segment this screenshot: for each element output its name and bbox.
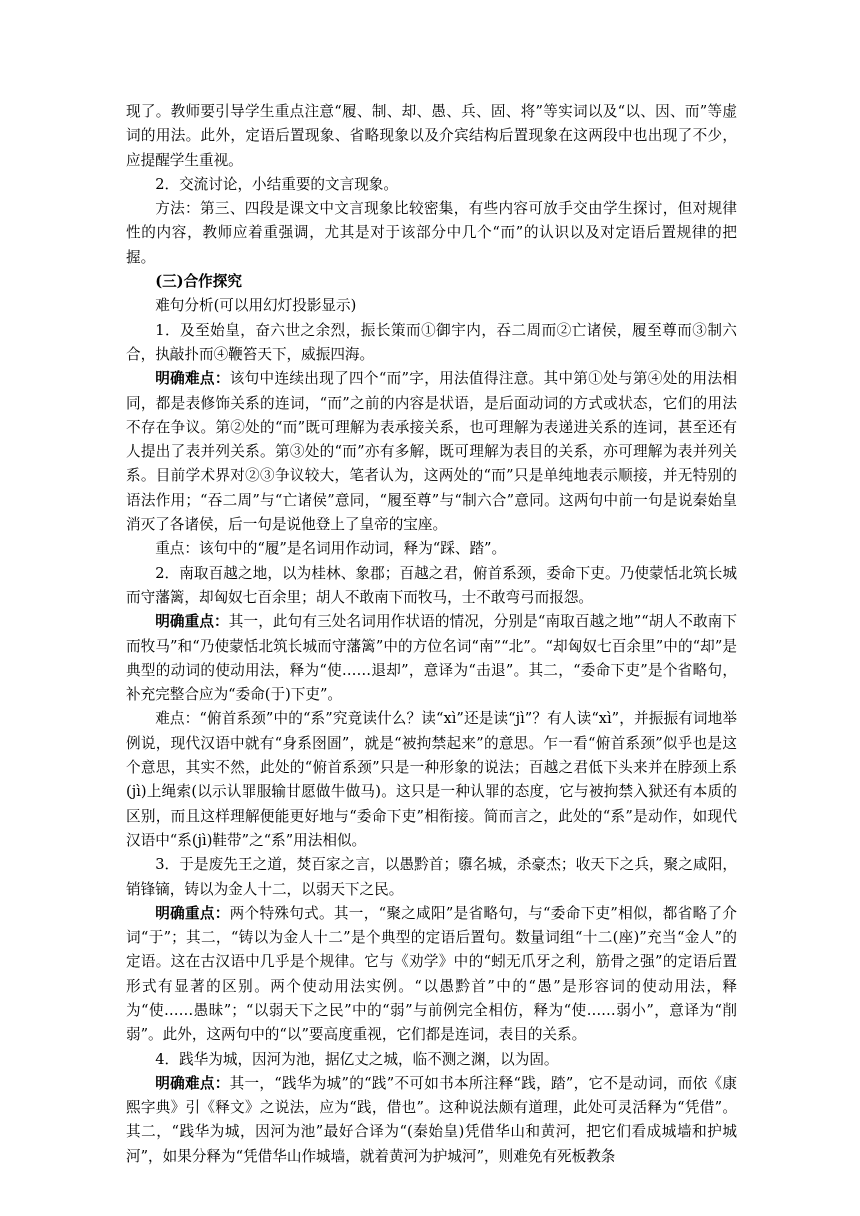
paragraph: 重点：该句中的“履”是名词用作动词，释为“踩、踏”。 bbox=[155, 540, 507, 558]
paragraph: 2．交流讨论，小结重要的文言现象。 bbox=[155, 175, 398, 193]
paragraph: 3．于是废先王之道，焚百家之言，以愚黔首；隳名城，杀豪杰；收天下之兵，聚之咸阳，销锋镝，铸以为金人十二，以弱天下之民。 bbox=[126, 856, 737, 898]
paragraph: 现了。教师要引导学生重点注意“履、制、却、愚、兵、固、将”等实词以及“以、因、而”等虚词的用法。此外，定语后置现象、省略现象以及介宾结构后置现象在这两段中也出现了不少，应提醒学生重视。 bbox=[126, 103, 737, 169]
section-heading: (三)合作探究 bbox=[155, 273, 242, 291]
paragraph: 4．践华为城，因河为池，据亿丈之城，临不测之渊，以为固。 bbox=[155, 1050, 559, 1068]
paragraph: 1．及至始皇，奋六世之余烈，振长策而①御宇内，吞二周而②亡诸侯，履至尊而③制六合，执敲扑而④鞭笞天下，威振四海。 bbox=[126, 321, 737, 363]
paragraph: 难句分析(可以用幻灯投影显示) bbox=[155, 297, 357, 315]
paragraph: 明确难点：其一，“践华为城”的“践”不可如书本所注释“践，踏”，它不是动词，而依《康熙字典》引《释文》之说法，应为“践，借也”。这种说法颇有道理，此处可灵活释为“凭借”。其二，“践华为城，因河为池”最好合译为“(秦始皇)凭借华山和黄河，把它们看成城墙和护城河”，如果分释为“凭借华山作城墙，就着黄河为护城河”，则难免有死板教条 bbox=[126, 1074, 737, 1165]
paragraph: 明确重点：其一，此句有三处名词用作状语的情况，分别是“南取百越之地”“胡人不敢南下而牧马”和“乃使蒙恬北筑长城而守藩篱”中的方位名词“南”“北”。“却匈奴七百余里”中的“却”是典型的动词的使动用法，释为“使……退却”，意译为“击退”。其二，“委命下吏”是个省略句，补充完整合应为“委命(于)下吏”。 bbox=[126, 613, 737, 704]
paragraph: 明确难点：该句中连续出现了四个“而”字，用法值得注意。其中第①处与第④处的用法相同，都是表修饰关系的连词，“而”之前的内容是状语，是后面动词的方式或状态，它们的用法不存在争议。第②处的“而”既可理解为表承接关系，也可理解为表递进关系的连词，甚至还有人提出了表并列关系。第③处的“而”亦有多解，既可理解为表目的关系，亦可理解为表并列关系。目前学术界对②③争议较大，笔者认为，这两处的“而”只是单纯地表示顺接，并无特别的语法作用；“吞二周”与“亡诸侯”意同，“履至尊”与“制六合”意同。这两句中前一句是说秦始皇消灭了各诸侯，后一句是说他登上了皇帝的宝座。 bbox=[126, 370, 737, 534]
document-body bbox=[126, 100, 737, 1169]
paragraph: 2．南取百越之地，以为桂林、象郡；百越之君，俯首系颈，委命下吏。乃使蒙恬北筑长城而守藩篱，却匈奴七百余里；胡人不敢南下而牧马，士不敢弯弓而报怨。 bbox=[126, 564, 737, 606]
paragraph: 明确重点：两个特殊句式。其一，“聚之咸阳”是省略句，与“委命下吏”相似，都省略了介词“于”；其二，“铸以为金人十二”是个典型的定语后置句。数量词组“十二(座)”充当“金人”的定语。这在古汉语中几乎是个规律。它与《劝学》中的“蚓无爪牙之利，筋骨之强”的定语后置形式有显著的区别。两个使动用法实例。“以愚黔首”中的“愚”是形容词的使动用法，释为“使……愚昧”；“以弱天下之民”中的“弱”与前例完全相仿，释为“使……弱小”，意译为“削弱”。此外，这两句中的“以”要高度重视，它们都是连词，表目的关系。 bbox=[126, 904, 737, 1044]
paragraph: 方法：第三、四段是课文中文言现象比较密集，有些内容可放手交由学生探讨，但对规律性的内容，教师应着重强调，尤其是对于该部分中几个“而”的认识以及对定语后置规律的把握。 bbox=[126, 200, 737, 266]
paragraph: 难点：“俯首系颈”中的“系”究竟读什么？读“xì”还是读“jì”？有人读“xì”，并振振有词地举例说，现代汉语中就有“身系囹圄”，就是“被拘禁起来”的意思。乍一看“俯首系颈”似乎也是这个意思，其实不然，此处的“俯首系颈”只是一种形象的说法；百越之君低下头来并在脖颈上系(jì)上绳索(以示认罪服输甘愿做牛做马)。这只是一种认罪的态度，它与被拘禁入狱还有本质的区别，而且这样理解便能更好地与“委命下吏”相衔接。简而言之，此处的“系”是动作，如现代汉语中“系(jì)鞋带”之“系”用法相似。 bbox=[126, 710, 737, 849]
